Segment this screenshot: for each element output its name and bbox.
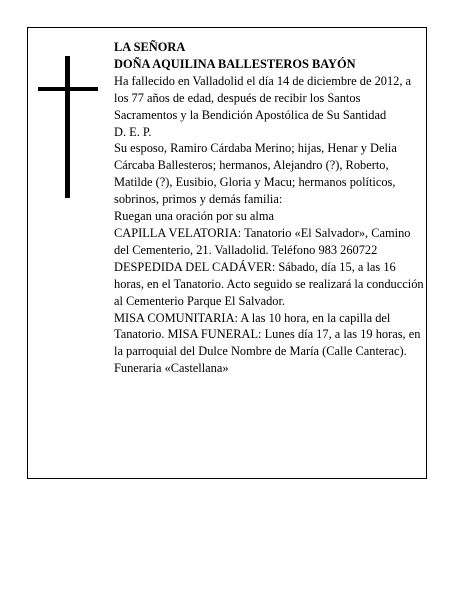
notice-heading: LA SEÑORA (114, 40, 186, 54)
obituary-notice (27, 27, 427, 479)
funeral-home: Funeraria «Castellana» (114, 361, 229, 376)
family-list: Su esposo, Ramiro Cárdaba Merino; hijas, Henar y Delia Cárcaba Ballesteros; hermanos, Alejandro (?), Roberto, Matilde (?), Eusibio, Gloria y Macu; hermanos políticos, sobrinos, primos y demás familia: (114, 141, 397, 207)
farewell-info: DESPEDIDA DEL CADÁVER: Sábado, día 15, a las 16 horas, en el Tanatorio. Acto seguido se realizará la conducción al Cementerio Parque El Salvador. (114, 259, 424, 308)
death-announcement: Ha fallecido en Valladolid el día 14 de diciembre de 2012, a los 77 años de edad, después de recibir los Santos Sacramentos y la Bendición Apostólica de Su Santidad (114, 73, 412, 122)
cross-horizontal-bar (38, 87, 98, 91)
cross-icon (38, 56, 98, 198)
rip-line: D. E. P. (114, 124, 152, 139)
deceased-name: DOÑA AQUILINA BALLESTEROS BAYÓN (114, 56, 356, 71)
cross-vertical-bar (65, 56, 70, 198)
wake-chapel-info: CAPILLA VELATORIA: Tanatorio «El Salvador», Camino del Cementerio, 21. Valladolid. Teléfono 983 260722 (114, 225, 411, 257)
mass-info: MISA COMUNITARIA: A las 10 hora, en la capilla del Tanatorio. MISA FUNERAL: Lunes día 17, a las 19 horas, en la parroquial del Dulce Nombre de María (Calle Canterac). (114, 310, 421, 359)
prayer-request: Ruegan una oración por su alma (114, 209, 274, 224)
notice-text (114, 39, 426, 377)
